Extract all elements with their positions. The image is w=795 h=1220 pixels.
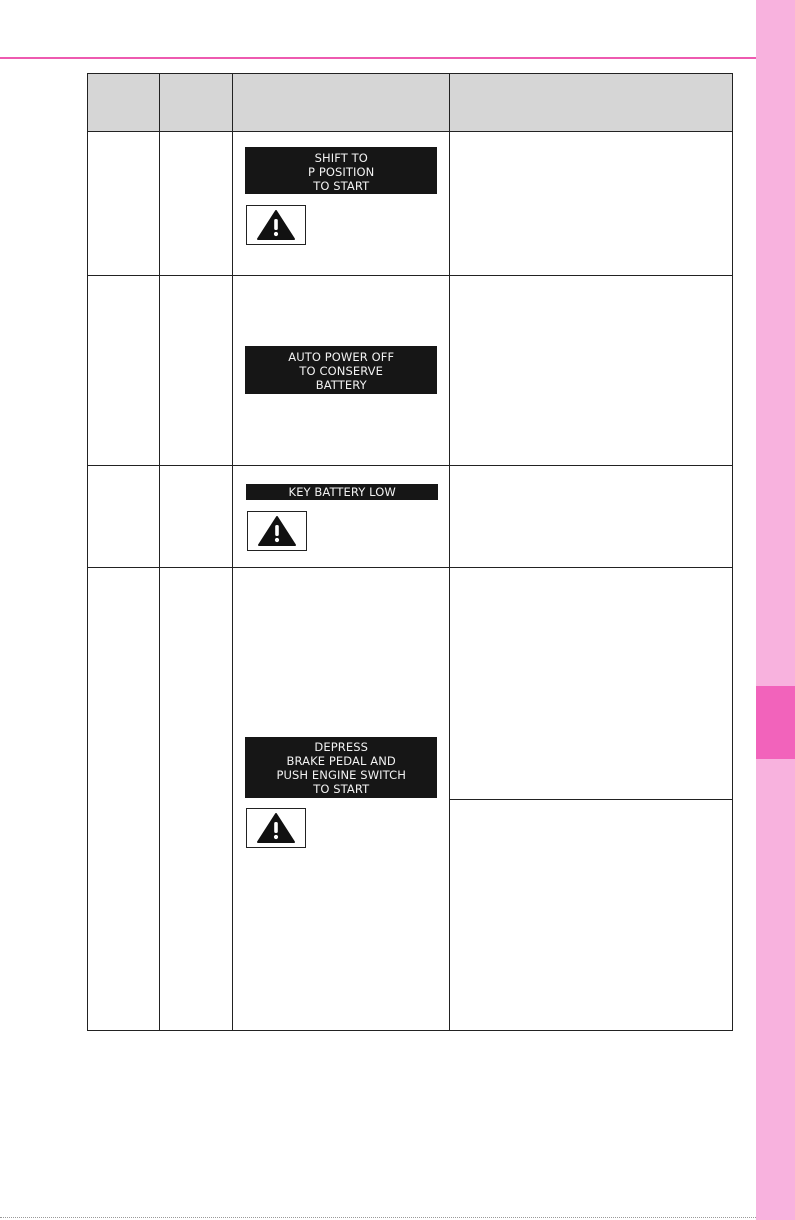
description-cell [449,132,732,276]
table-row [88,466,733,568]
table-row [88,568,733,1031]
message-display: AUTO POWER OFF TO CONSERVE BATTERY [245,346,437,394]
warning-icon-box [247,511,307,551]
table-cell [160,276,233,466]
table-cell [88,132,160,276]
table-cell [160,466,233,568]
header-cell [233,74,449,132]
top-accent-rule [0,57,756,59]
table-cell [88,568,160,1031]
header-cell [88,74,160,132]
message-display: SHIFT TO P POSITION TO START [245,147,437,194]
warning-triangle-icon [257,515,297,547]
table-cell [88,276,160,466]
message-display: KEY BATTERY LOW [246,484,438,500]
table-header-row [88,74,733,132]
cell-divider [450,799,732,800]
table-cell [160,568,233,1031]
description-cell [449,568,732,1031]
table-row [88,276,733,466]
header-cell [449,74,732,132]
table-cell [88,466,160,568]
description-cell [449,276,732,466]
warning-message-table [87,73,733,1031]
description-cell [449,466,732,568]
table-row [88,132,733,276]
warning-triangle-icon [256,209,296,241]
warning-icon-box [246,808,306,848]
warning-icon-box [246,205,306,245]
display-cell [233,276,449,466]
message-display: DEPRESS BRAKE PEDAL AND PUSH ENGINE SWITCH TO START [245,737,437,798]
warning-triangle-icon [256,812,296,844]
chapter-side-tab [756,0,795,1220]
page-bottom-edge [0,1217,756,1218]
display-cell [233,466,449,568]
table-cell [160,132,233,276]
display-cell [233,568,449,1031]
display-cell [233,132,449,276]
chapter-tab-marker [756,686,795,759]
header-cell [160,74,233,132]
